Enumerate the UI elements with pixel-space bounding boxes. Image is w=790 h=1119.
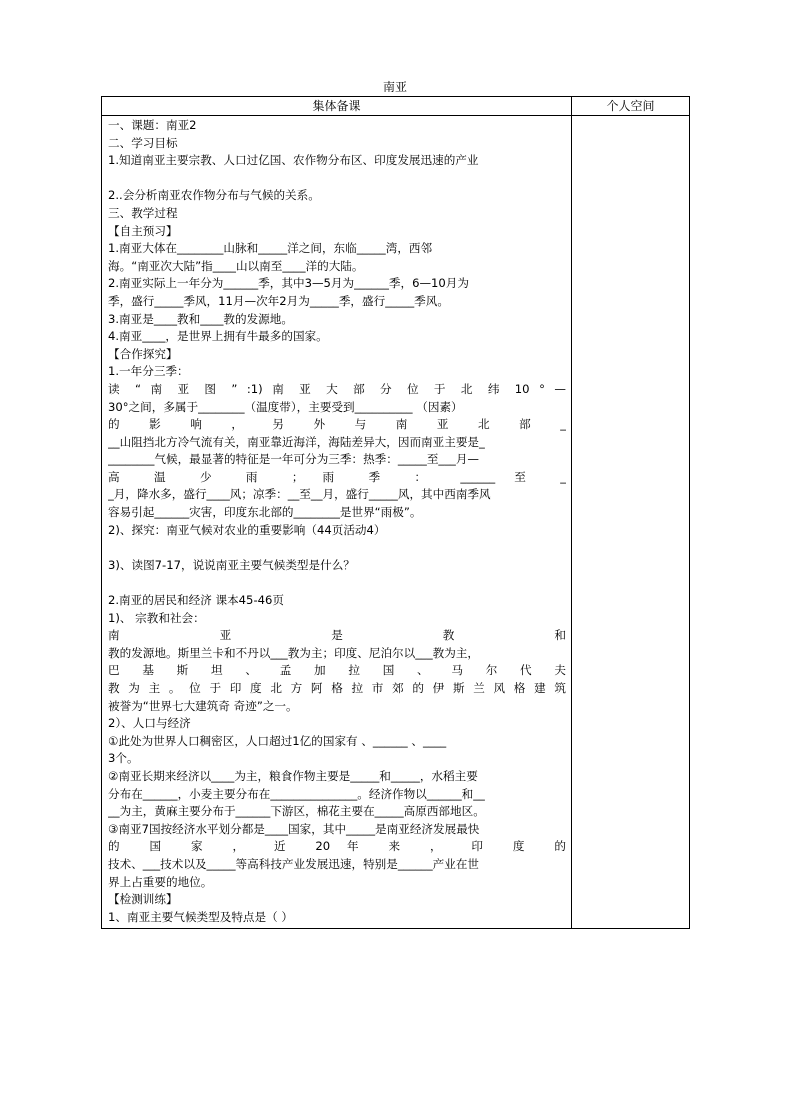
lesson-content — [102, 116, 571, 928]
text-line: 1.一年分三季： — [108, 364, 189, 379]
text-line: __山阻挡北方冷气流有关，南亚靠近海洋，海陆差异大，因而南亚主要是_ — [108, 434, 485, 449]
text-line: __为主，黄麻主要分布于______下游区，棉花主要在_____高原西部地区。 — [108, 804, 485, 819]
text-line: 巴 基 斯 坦 、 孟 加 拉 国 、 马 尔 代 夫 — [108, 663, 566, 678]
text-line: 4.南亚____，是世界上拥有牛最多的国家。 — [108, 329, 328, 344]
text-line: 读 “ 南 亚 图 ” :1) 南 亚 大 部 分 位 于 北 纬 10 ° — — [108, 381, 566, 396]
text-line: 的 影 响 ， 另 外 与 南 亚 北 部 _ — [108, 417, 566, 432]
text-line: ________气候，最显著的特征是一年可分为三季：热季：_____至___月— — [108, 452, 480, 467]
text-line: 2）、人口与经济 — [108, 716, 191, 731]
text-line: 海。“南亚次大陆”指____山以南至____洋的大陆。 — [108, 258, 364, 273]
page-title: 南亚 — [382, 80, 407, 94]
text-line: 1.南亚大体在________山脉和_____洋之间，东临_____湾，西邻 — [108, 241, 433, 256]
blank-line — [108, 539, 566, 557]
section-self-study: 【自主预习】 — [108, 223, 178, 238]
text-line: 教的发源地。斯里兰卡和不丹以___教为主；印度、尼泊尔以___教为主， — [108, 645, 480, 660]
text-line: 分布在______，小麦主要分布在_______________。经济作物以______和__ — [108, 786, 485, 801]
text-line: 3个。 — [108, 751, 139, 766]
line-objective-1: 1.知道南亚主要宗教、人口过亿国、农作物分布区、印度发展迅速的产业 — [108, 153, 479, 168]
text-line: 3)、读图7-17，说说南亚主要气候类型是什么？ — [108, 557, 355, 572]
text-line: 容易引起______灾害，印度东北部的________是世界“雨极”。 — [108, 505, 422, 520]
section-cooperative-inquiry: 【合作探究】 — [108, 346, 178, 361]
text-line: 1)、 宗教和社会： — [108, 610, 205, 625]
line-process-heading: 三、教学过程 — [108, 205, 178, 220]
text-line: ③南亚7国按经济水平划分都是____国家，其中_____是南亚经济发展最快 — [108, 821, 480, 836]
header-personal-space: 个人空间 — [572, 97, 690, 116]
text-line: 2.南亚实际上一年分为______季，其中3—5月为______季，6—10月为 — [108, 276, 469, 291]
line-objective-2: 2..会分析南亚农作物分布与气候的关系。 — [108, 188, 320, 203]
text-line: 高 温 少 雨 ； 雨 季 ： ______ 至 _ — [108, 469, 566, 484]
personal-space-cell — [572, 116, 690, 929]
text-line: ②南亚长期来经济以____为主，粮食作物主要是_____和_____，水稻主要 — [108, 768, 478, 783]
line-topic: 一、课题：南亚2 — [108, 118, 197, 132]
header-collective-prep: 集体备课 — [102, 97, 572, 116]
text-line: 的 国 家 ， 近 20 年 来 ， 印 度 的 — [108, 839, 566, 854]
text-line: 技术、___技术以及_____等高科技产业发展迅速，特别是______产业在世 — [108, 856, 480, 871]
text-line: 南 亚 是 教 和 — [108, 628, 566, 643]
text-line: 季，盛行_____季风，11月—次年2月为_____季，盛行_____季风。 — [108, 293, 449, 308]
text-line: 2)、探究：南亚气候对农业的重要影响（44页活动4） — [108, 522, 386, 537]
text-line: 30°之间，多属于________（温度带），主要受到__________ （因素） — [108, 399, 463, 414]
text-line: 1、南亚主要气候类型及特点是（ ） — [108, 909, 293, 924]
blank-line — [108, 574, 566, 592]
text-line: 2.南亚的居民和经济 课本45-46页 — [108, 593, 284, 608]
text-line: ①此处为世界人口稠密区，人口超过1亿的国家有 、______ 、____ — [108, 733, 447, 748]
blank-line — [108, 170, 566, 188]
text-line: _月，降水多，盛行____风；凉季：__至__月，盛行_____风，其中西南季风 — [108, 487, 491, 502]
main-content-cell — [102, 116, 572, 929]
text-line: 界上占重要的地位。 — [108, 874, 213, 889]
line-objectives-heading: 二、学习目标 — [108, 135, 178, 150]
text-line: 教 为 主 。 位 于 印 度 北 方 阿 格 拉 市 郊 的 伊 斯 兰 风 格 建 筑 — [108, 681, 566, 695]
lesson-plan-table — [101, 96, 690, 929]
section-test-training: 【检测训练】 — [108, 892, 178, 907]
text-line: 被誉为“世界七大建筑奇 奇迹”之一。 — [108, 698, 298, 713]
text-line: 3.南亚是____教和____教的发源地。 — [108, 311, 293, 326]
